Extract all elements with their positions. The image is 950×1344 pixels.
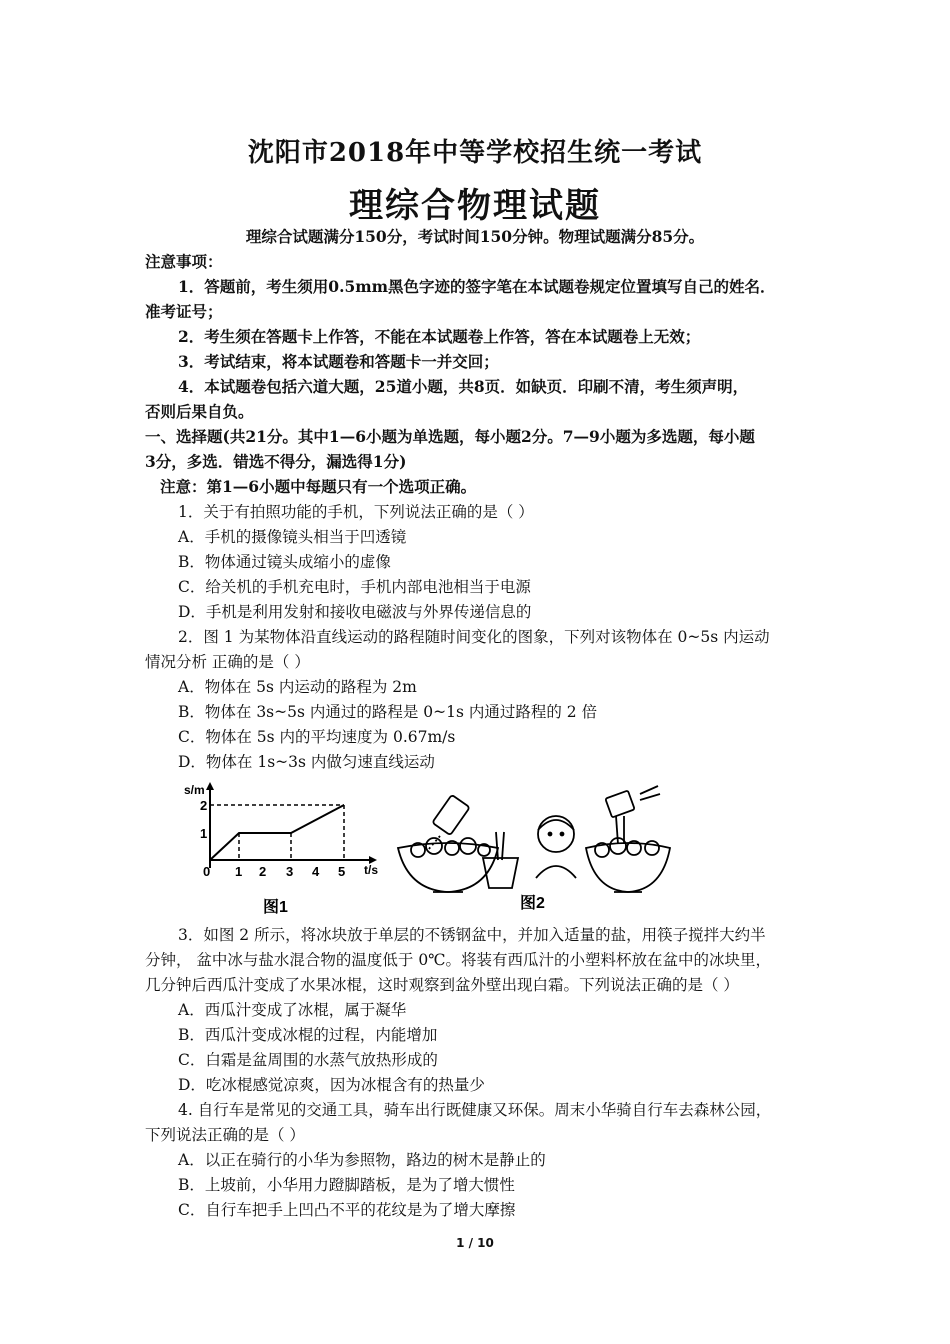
q1-option-c: C．给关机的手机充电时，手机内部电池相当于电源 [178,578,531,596]
ice-bowl-right [586,816,670,892]
pouring-cup-icon [605,786,660,818]
score-info: 理综合试题满分150分，考试时间150分钟。物理试题满分85分。 [245,227,705,246]
q2-stem: 2．图 1 为某物体沿直线运动的路程随时间变化的图象，下列对该物体在 0~5s 内运动 [178,628,770,646]
y-tick-1: 1 [200,826,208,841]
q4-option-c: C．自行车把手上凹凸不平的花纹是为了增大摩擦 [178,1201,516,1219]
note-item-2: 2．考生须在答题卡上作答，不能在本试题卷上作答，答在本试题卷上无效； [178,327,701,346]
child-icon [536,816,576,878]
q1-option-a: A．手机的摄像镜头相当于凹透镜 [178,528,407,546]
q2-option-d: D．物体在 1s~3s 内做匀速直线运动 [178,753,435,771]
q4-option-b: B．上坡前，小华用力蹬脚踏板，是为了增大惯性 [178,1176,515,1194]
q3-option-d: D．吃冰棍感觉凉爽，因为冰棍含有的热量少 [178,1076,485,1094]
notes-heading: 注意事项： [145,252,223,271]
figures [178,780,708,920]
q3-option-a: A．西瓜汁变成了冰棍，属于凝华 [178,1001,407,1019]
q3-stem: 3．如图 2 所示，将冰块放于单层的不锈钢盆中，并加入适量的盐，用筷子搅拌大约半 [178,926,766,944]
q3-option-b: B．西瓜汁变成冰棍的过程，内能增加 [178,1026,438,1044]
q1-stem: 1．关于有拍照功能的手机，下列说法正确的是（ ） [178,503,534,521]
section-heading: 一、选择题(共21分。其中1—6小题为单选题，每小题2分。7—9小题为多选题，每小题 [145,427,755,446]
x-tick-4: 4 [312,864,320,879]
figure2-caption: 图2 [520,895,545,912]
figure1-caption: 图1 [263,899,288,916]
x-tick-3: 3 [286,864,294,879]
q1-option-d: D．手机是利用发射和接收电磁波与外界传递信息的 [178,603,532,621]
page-number: 1 / 10 [456,1236,494,1250]
y-tick-2: 2 [200,798,208,813]
note-item-4-cont: 否则后果自负。 [145,402,254,421]
exam-title: 沈阳市2018年中等学校招生统一考试 [247,138,703,168]
ice-bowl-left [398,838,498,892]
q3-stem-cont-2: 几分钟后西瓜汁变成了水果冰棍，这时观察到盆外壁出现白霜。下列说法正确的是（ ） [145,976,739,994]
q3-stem-cont-1: 分钟， 盆中冰与盐水混合物的温度低于 0℃。将装有西瓜汁的小塑料杯放在盆中的冰块里， [145,951,772,969]
note-item-1-cont: 准考证号； [145,302,223,321]
x-tick-1: 1 [235,864,243,879]
section-heading-cont: 3分，多选．错选不得分，漏选得1分) [145,452,407,471]
q3-option-c: C．白霜是盆周围的水蒸气放热形成的 [178,1051,438,1069]
note-item-1: 1．答题前，考生须用0.5mm黑色字迹的签字笔在本试题卷规定位置填写自己的姓名． [178,277,776,296]
q4-stem-cont: 下列说法正确的是（ ） [145,1126,305,1144]
q2-stem-cont: 情况分析 正确的是（ ） [145,653,310,671]
q2-option-b: B．物体在 3s~5s 内通过的路程是 0~1s 内通过路程的 2 倍 [178,703,598,721]
x-axis-label: t/s [364,863,379,877]
exam-subtitle: 理综合物理试题 [349,186,601,226]
x-tick-0: 0 [203,864,211,879]
x-tick-5: 5 [338,864,346,879]
q1-option-b: B．物体通过镜头成缩小的虚像 [178,553,391,571]
y-arrow [206,782,214,790]
graph-line [210,805,344,860]
q2-option-a: A．物体在 5s 内运动的路程为 2m [178,678,417,696]
section-note: 注意：第1—6小题中每题只有一个选项正确。 [160,477,477,496]
note-item-3: 3．考试结束，将本试题卷和答题卡一并交回； [178,352,499,371]
q4-option-a: A．以正在骑行的小华为参照物，路边的树木是静止的 [178,1151,546,1169]
q4-stem: 4. 自行车是常见的交通工具，骑车出行既健康又环保。周末小华骑自行车去森林公园， [178,1101,772,1119]
juice-cup-icon [483,832,518,888]
q2-option-c: C．物体在 5s 内的平均速度为 0.67m/s [178,728,456,746]
y-axis-label: s/m [184,783,205,797]
x-tick-2: 2 [259,864,267,879]
figure1-graph [184,782,378,916]
note-item-4: 4．本试题卷包括六道大题，25道小题，共8页．如缺页．印刷不清，考生须声明， [178,377,749,396]
figure2-illustration [398,786,670,892]
